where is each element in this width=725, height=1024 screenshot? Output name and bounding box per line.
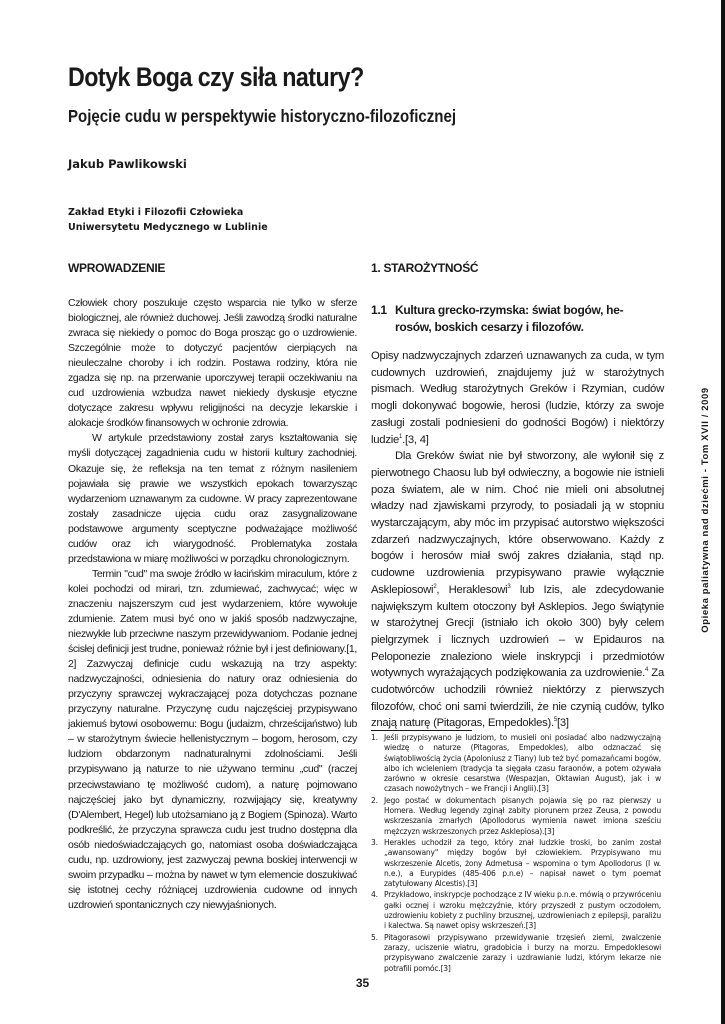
section-heading-introduction: WPROWADZENIE: [68, 261, 166, 275]
text-run: [3]: [557, 717, 569, 730]
affiliation-line: Zakład Etyki i Filozofii Człowieka: [68, 207, 244, 218]
footnote: [371, 796, 661, 837]
footnote-number: 5.: [371, 932, 378, 942]
footnote-number: 3.: [371, 837, 378, 847]
subsection-title-line: rosów, boskich cesarzy i filozofów.: [395, 320, 584, 334]
paragraph: [371, 348, 664, 448]
footnote-number: 1.: [371, 733, 378, 742]
footnote-ref: 5: [553, 717, 557, 724]
footnote-text: Jego postać w dokumentach pisanych pojawia się po raz pierwszy u Homera. Według legendy zginął zabity piorunem przez Zeusa, z powodu wskrzeszania zmarłych (Apollodorus wymienia nawet imiona sześciu mężczyzn wskrzeszonych przez Asklepiosa).[3]: [384, 795, 661, 836]
paragraph: Termin "cud" ma swoje źródło w łacińskim miraculum, które z kolei pochodzi od mirari, tzn. zdumiewać, zachwycać; więc w znaczeniu najszerszym cud jest wydarzeniem, które wywołuje zdumienie. Zatem musi być ono w jakiś sposób nadzwyczajne, niezwykłe lub przeciwne naszym przewidywaniom. Podanie jednej ścisłej definicji jest trudne, ponieważ różnie był i jest definiowany.[1, 2] Zazwyczaj definicje cudu wskazują na trzy aspekty: nadzwyczajności, odniesienia do natury oraz odniesienia do przyczyny sprawczej wykraczającej poza dotychczas poznane przyczyny naturalne. Przyczynę cudu najczęściej przypisywano jakiemuś bytowi osobowemu: Bogu (judaizm, chrześcijaństwo) lub – w starożytnym świecie hellenistycznym – bogom, herosom, czy ludziom obdarzonym nadnaturalnymi zdolnościami. Jeśli przypisywano ją naturze to nie używano terminu „cud" (raczej przeciwstawiano tę możliwość cudom), a naturę pojmowano najczęściej jako byt dynamiczny, rozwijający się, kreatywny (D'Alembert, Hegel) lub utożsamiano ją z Bogiem (Spinoza). Warto podkreślić, że przyczyna sprawcza cudu jest trudno dostępna dla osób niedoświadczających go, natomiast osoba doświadczająca cudu, np. uzdrowiony, jest zazwyczaj pewna boskiej interwencji w swoim przypadku – można by nawet w tym elemencie doszukiwać się istotnej cechy różniącej uzdrowienia cudowne od innych uzdrowień spontanicznych czy niewyjaśnionych.: [68, 567, 357, 911]
page-number: 35: [355, 976, 370, 990]
paragraph: Człowiek chory poszukuje często wsparcia nie tylko w sferze biologicznej, ale również duchowej. Jeśli zawodzą środki naturalne zwraca się niekiedy o pomoc do Boga prosząc go o uzdrowienie. Szczególnie może to dotyczyć pacjentów cierpiących na nieuleczalne choroby i ich rodzin. Postawa rodziny, która nie zgadza się np. na przerwanie uporczywej terapii oczekiwaniu na cud uzdrowienia wzbudza nawet niekiedy dyskusje etyczne dotyczące zakresu wpływu religijności na decyzje lekarskie i alokacje środków finansowych w ochronie zdrowia.: [68, 297, 357, 430]
footnote-text: Jeśli przypisywano je ludziom, to musieli oni posiadać albo nadzwyczajną wiedzę o naturze (Pitagoras, Empedokles), albo odznaczać się świątobliwością życia (Apoloniusz z Tiany) lub też być pomazańcami bogów, albo ich wcieleniem (tradycja ta sięgała czasu faraonów, a potem ożywała zarówno w okresie cesarstwa (Wespazjan, Oktawian August), jak i w czasach nowożytnych – we Francji i Anglii).[3]: [384, 733, 661, 794]
subsection-heading: [371, 302, 664, 336]
author-name: Jakub Pawlikowski: [68, 157, 187, 171]
running-head: [686, 345, 720, 675]
footnote-rule: [371, 730, 472, 731]
footnotes: [371, 733, 661, 975]
footnote-number: 2.: [371, 795, 378, 805]
footnote-ref: 2: [433, 584, 437, 591]
paragraph: [371, 448, 664, 732]
running-head-text: Opieka paliatywna nad dziećmi - Tom XVII / 2009: [700, 387, 711, 633]
text-run: , Heraklesowi: [436, 583, 508, 596]
text-run: .[3, 4]: [402, 433, 429, 446]
article-subtitle: Pojęcie cudu w perspektywie historyczno-filozoficznej: [68, 106, 457, 126]
footnote-number: 4.: [371, 890, 378, 900]
text-run: Dla Greków świat nie był stworzony, ale wyłonił się z pierwotnego Chaosu lub był odwieczny, a bogowie nie istnieli poza światem, ale w nim. Choć nie mieli oni absolutnej władzy nad zjawiskami przyrody, to posiadali ją w stopniu wystarczającym, aby móc im przypisać autorstwo większości zdarzeń nadzwyczajnych, które obserwowano. Każdy z bogów i herosów miał swój zakres działania, stąd np. cudowne uzdrowienia przypisywano prawie wyłącznie Asklepiosowi: [371, 450, 664, 596]
text-run: Opisy nadzwyczajnych zdarzeń uznawanych za cuda, w tym cudownych uzdrowień, znajdujemy już w starożytnych pismach. Według starożytnych Greków i Rzymian, cudów mogli dokonywać bogowie, herosi (ludzie, którzy za swoje zasługi zostali podniesieni do godności Bogów) i niektórzy ludzie: [371, 350, 664, 446]
paragraph: W artykule przedstawiony został zarys kształtowania się myśli dotyczącej zagadnienia cudu w historii kultury zachodniej. Okazuje się, że refleksja na ten temat z różnym nasileniem pojawiała się prawie we wszystkich epokach towarzysząc wydarzeniom uznawanym za cudowne. W pracy zaprezentowane zostały zasadnicze ujęcia cudu oraz zasygnalizowane podstawowe argumenty sceptyczne podważające możliwość cudów oraz ich wiarygodność. Problematyka została przedstawiona w miarę możliwości w porządku chronologicznym.: [68, 432, 357, 565]
text-run: Za cudotwórców uchodzili również niektórzy z pierwszych filozofów, choć oni sami twierdzili, że nie czynią cudów, tylko znają naturę (Pitagoras, Empedokles).: [371, 667, 664, 730]
subsection-title-line: Kultura grecko-rzymska: świat bogów, he-: [395, 303, 624, 317]
affiliation-line: Uniwersytetu Medycznego w Lublinie: [68, 222, 268, 233]
article-title: Dotyk Boga czy siła natury?: [68, 62, 364, 92]
right-column: [371, 348, 664, 732]
footnote-ref: 1: [399, 433, 403, 440]
affiliation: [68, 205, 268, 235]
footnote-ref: 3: [507, 584, 511, 591]
footnote-ref: 4: [645, 667, 649, 674]
subsection-number: 1.1: [371, 303, 387, 317]
footnote: [371, 890, 661, 931]
footnote-text: Przykładowo, inskrypcje pochodzące z IV wieku p.n.e. mówią o przywróceniu gałki ocznej i wzroku mężczyźnie, który przyszedł z pustym oczodołem, uzdrowieniu kobiety z puchliny brzusznej, uzdrowieniach z epilepsji, paraliżu i kalectwa. Są nawet opisy wskrzeszeń.[3]: [384, 890, 661, 931]
footnote: [371, 838, 661, 889]
footnote: [371, 933, 661, 974]
footnote-text: Herakles uchodził za tego, który znał ludzkie troski, bo zanim został „awansowany" między bogów był człowiekiem. Przypisywano mu wskrzeszenie Alcetis, żony Admetusa – wspomina o tym Apollodorus (I w. n.e.), a Eurypides (485-406 p.n.e) – napisał nawet o tym poemat zatytułowany Alcestis).[3]: [384, 837, 661, 889]
text-run: lub Izis, ale zdecydowanie największym kultem otoczony był Asklepios. Jego świątynie w starożytnej Grecji (istniało ich około 300) były celem pielgrzymek i licznych uzdrowień – w Epidauros na Peloponezie znaleziono wiele inskrypcji i przedmiotów wotywnych wyrażających podziękowania za uzdrowienie.: [371, 583, 664, 680]
section-heading-antiquity: 1. STAROŻYTNOŚĆ: [371, 261, 479, 275]
footnote: [371, 733, 661, 795]
left-column: [68, 296, 357, 913]
footnote-text: Pitagorasowi przypisywano przewidywanie trzęsień ziemi, zwalczenie zarazy, uciszenie wiatru, gradobicia i burzy na morzu. Empedoklesowi przypisywano zwalczenie zarazy i uzdrawianie ludzi, którym lekarze nie potrafili pomóc.[3]: [384, 932, 661, 973]
